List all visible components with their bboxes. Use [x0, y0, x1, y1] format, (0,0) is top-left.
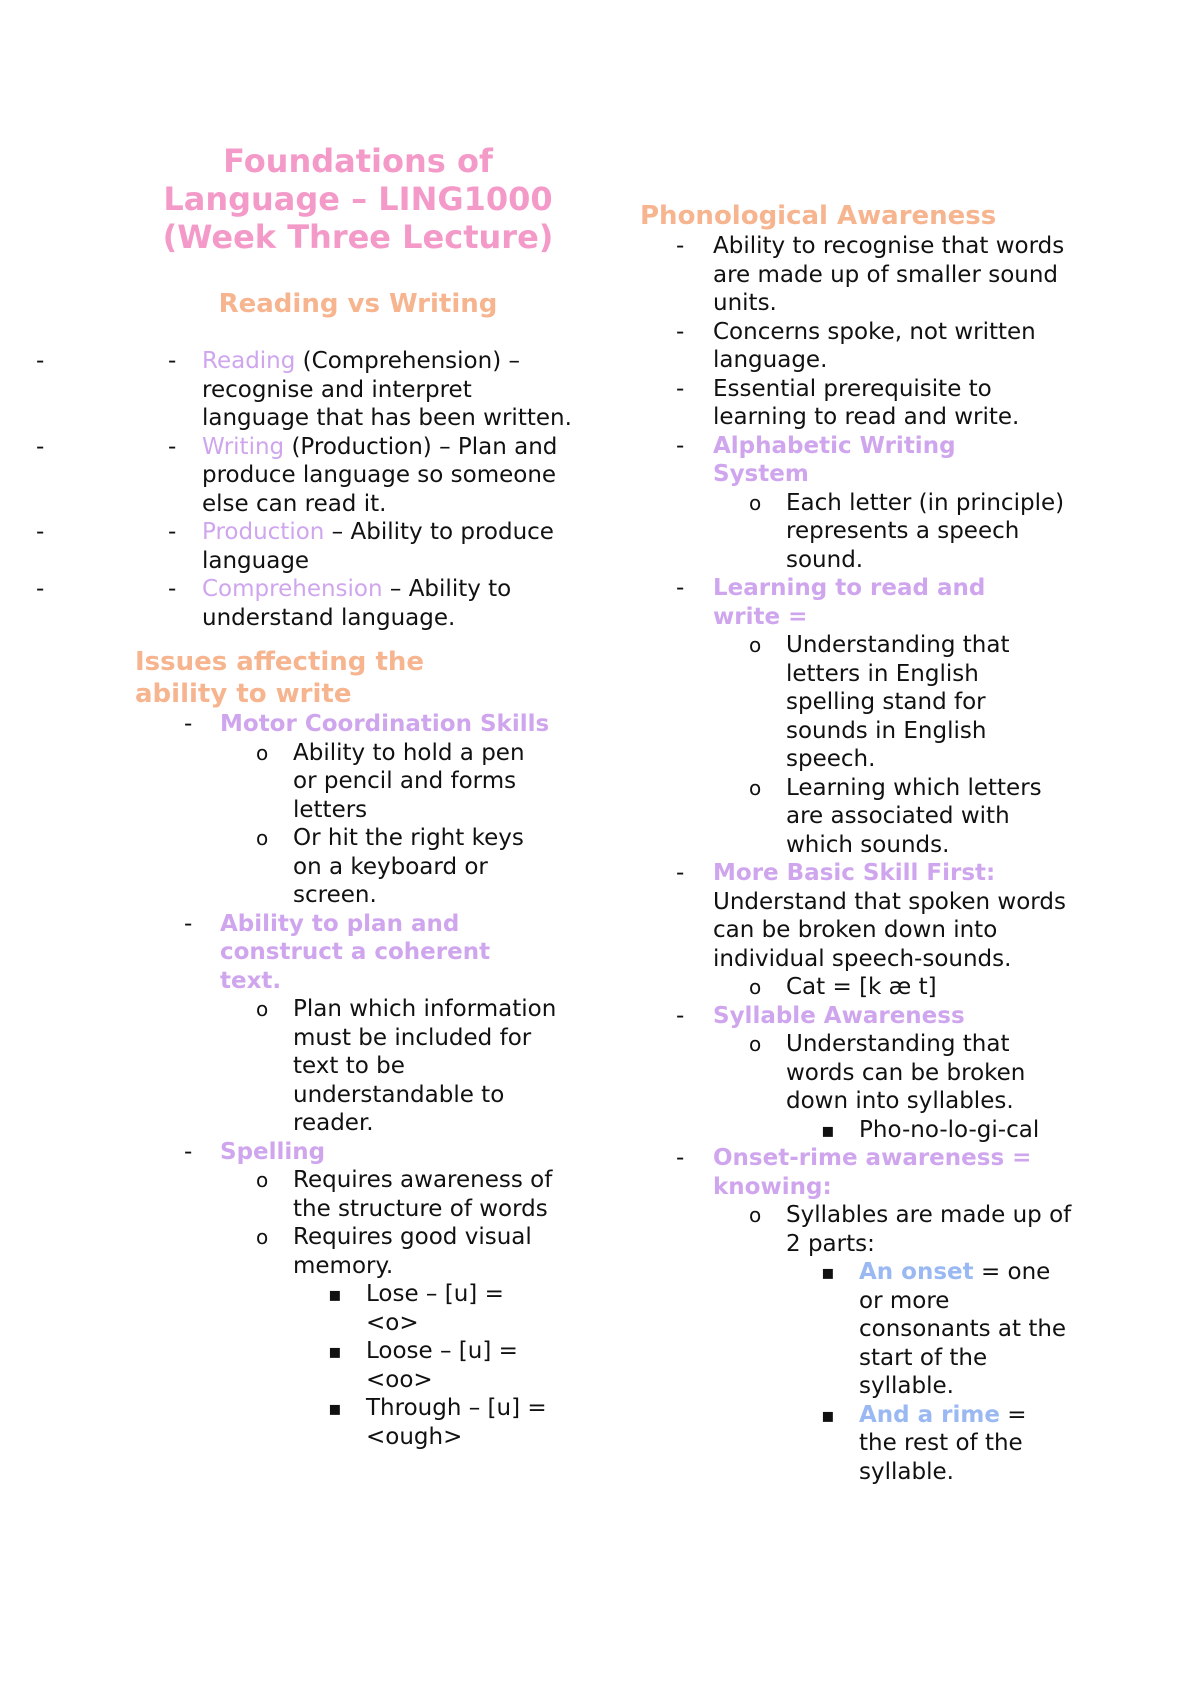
list-item: - - Reading (Comprehension) – recognise and interpret language that has been written.	[0, 347, 576, 433]
list-item-alphabetic: - Alphabetic Writing System	[676, 432, 956, 487]
left-column	[146, 142, 576, 632]
reading-writing-list	[0, 347, 576, 632]
right-column	[640, 200, 1100, 1486]
title-line: Foundations of	[223, 142, 493, 180]
list-item: - Concerns spoke, not written language.	[676, 318, 1036, 373]
sub-item: o Understanding that words can be broken down into syllables.	[749, 1031, 1026, 1114]
term-writing: Writing	[202, 433, 285, 460]
sub-item: o Ability to hold a pen or pencil and forms letters	[256, 739, 525, 823]
list-item-motor: - Motor Coordination Skills	[184, 711, 550, 737]
term-production: Production	[202, 519, 325, 545]
example-item: ▪ Loose – [u] = <oo>	[328, 1338, 518, 1393]
title-line: Language – LING1000	[163, 180, 553, 218]
phonological-heading: Phonological Awareness	[640, 201, 997, 231]
definition: – Ability to understand language.	[202, 576, 512, 631]
page-title	[146, 142, 570, 256]
list-item: - - Production – Ability to produce language	[0, 518, 576, 575]
sub-item: o Requires good visual memory.	[256, 1224, 532, 1279]
sub-item: o Learning which letters are associated with which sounds.	[749, 774, 1042, 858]
sub-item: o Or hit the right keys on a keyboard or screen.	[256, 825, 524, 908]
title-line: (Week Three Lecture)	[162, 218, 554, 256]
sub-item: o Each letter (in principle) represents a speech sound.	[749, 489, 1065, 573]
issues-section	[135, 646, 595, 1451]
list-item: - Essential prerequisite to learning to read and write.	[676, 375, 1020, 430]
reading-vs-writing-heading: Reading vs Writing	[218, 289, 498, 319]
term-reading: Reading	[202, 348, 296, 374]
list-item: - - Comprehension – Ability to understand language.	[0, 575, 576, 632]
sub-item: o Plan which information must be included for text to be understandable to reader.	[256, 996, 557, 1136]
list-item-syllable: - Syllable Awareness	[676, 1002, 965, 1029]
term-comprehension: Comprehension	[202, 576, 383, 602]
example-item: ▪ Lose – [u] = <o>	[328, 1281, 504, 1336]
issues-heading: Issues affecting the ability to write	[135, 647, 425, 709]
list-item-basic-skill: - More Basic Skill First: Understand that spoken words can be broken down into individual speech-sounds.	[676, 860, 1066, 972]
rime-item: ▪ And a rime = the rest of the syllable.	[821, 1401, 1027, 1485]
list-item-plan: - Ability to plan and construct a coherent text.	[184, 910, 491, 994]
sub-item: o Cat = [k æ t]	[749, 974, 937, 1000]
list-item-onset-rime: - Onset-rime awareness = knowing:	[676, 1145, 1032, 1200]
example-item: ▪ Pho-no-lo-gi-cal	[821, 1116, 1040, 1143]
example-item: ▪ Through – [u] = <ough>	[328, 1395, 547, 1450]
definition: – Ability to produce language	[202, 519, 554, 574]
sub-item: o Syllables are made up of 2 parts:	[749, 1202, 1072, 1257]
list-item: - - Writing (Production) – Plan and produce language so someone else can read it.	[0, 433, 576, 519]
list-item-learning: - Learning to read and write =	[676, 575, 986, 630]
sub-item: o Understanding that letters in English spelling stand for sounds in English speech.	[749, 632, 1010, 772]
definition: (Production) – Plan and produce language so someone else can read it.	[202, 433, 558, 517]
onset-item: ▪ An onset = one or more consonants at the start of the syllable.	[821, 1259, 1067, 1399]
sub-item: o Requires awareness of the structure of words	[256, 1167, 553, 1222]
list-item: - Ability to recognise that words are made up of smaller sound units.	[676, 233, 1065, 316]
definition: (Comprehension) – recognise and interpret language that has been written.	[202, 348, 572, 431]
list-item-spelling: - Spelling	[184, 1138, 326, 1165]
